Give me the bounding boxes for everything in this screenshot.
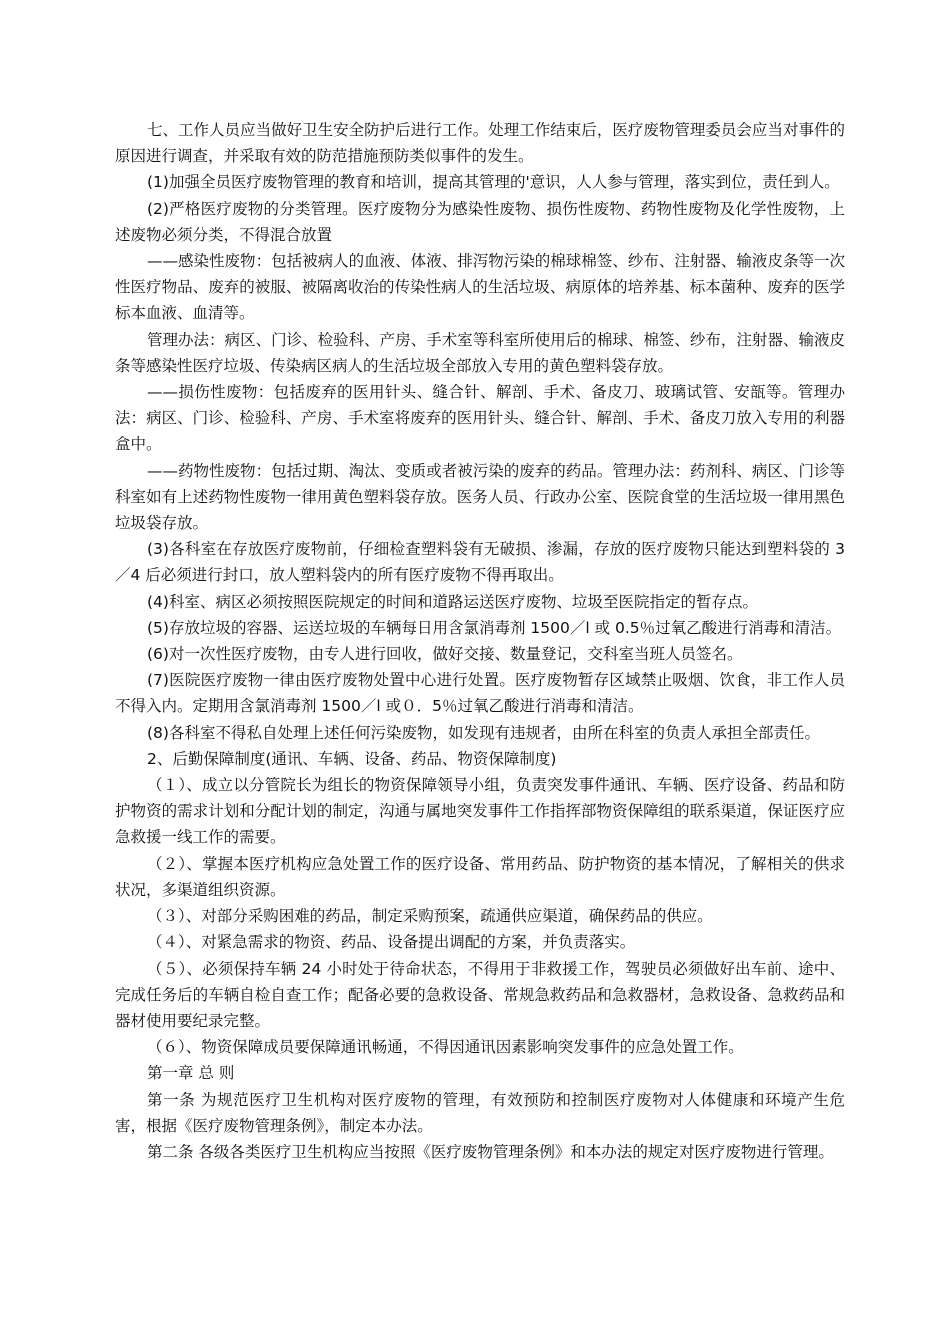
paragraph-logistics-3: （３）、对部分采购困难的药品，制定采购预案，疏通供应渠道，确保药品的供应。 bbox=[147, 907, 713, 926]
paragraph-item-1-training: (1)加强全员医疗废物管理的教育和培训，提高其管理的'意识，人人参与管理，落实到位，责任到人。 bbox=[147, 173, 840, 192]
paragraph-logistics-1: （１）、成立以分管院长为组长的物资保障领导小组，负责突发事件通讯、车辆、医疗设备、药品和防护物资的需求计划和分配计划的制定，沟通与属地突发事件工作指挥部物资保障组的联系渠道，保证医疗应急救援一线工作的需要。 bbox=[115, 776, 845, 847]
paragraph-infectious-waste: ——感染性废物：包括被病人的血液、体液、排泻物污染的棉球棉签、纱布、注射器、输液皮条等一次性医疗物品、废弃的被服、被隔离收治的传染性病人的生活垃圾、病原体的培养基、标本菌种、废弃的医学标本血液、血清等。 bbox=[115, 252, 845, 323]
paragraph-item-7-disposal: (7)医院医疗废物一律由医疗废物处置中心进行处置。医疗废物暂存区域禁止吸烟、饮食，非工作人员不得入内。定期用含氯消毒剂 1500／l 或０．5％过氧乙酸进行消毒和清洁。 bbox=[115, 671, 845, 716]
paragraph-item-8-responsibility: (8)各科室不得私自处理上述任何污染废物，如发现有违规者，由所在科室的负责人承担全部责任。 bbox=[147, 723, 820, 742]
paragraph-item-4-transport: (4)科室、病区必须按照医院规定的时间和道路运送医疗废物、垃圾至医院指定的暂存点。 bbox=[147, 592, 758, 611]
article-2: 第二条 各级各类医疗卫生机构应当按照《医疗废物管理条例》和本办法的规定对医疗废物进行管理。 bbox=[147, 1142, 834, 1161]
paragraph-item-2-classification: (2)严格医疗废物的分类管理。医疗废物分为感染性废物、损伤性废物、药物性废物及化学性废物，上述废物必须分类，不得混合放置 bbox=[115, 199, 845, 244]
paragraph-item-3-storage: (3)各科室在存放医疗废物前，仔细检查塑料袋有无破损、渗漏，存放的医疗废物只能达到塑料袋的 3／4 后必须进行封口，放人塑料袋内的所有医疗废物不得再取出。 bbox=[115, 540, 845, 585]
article-1: 第一条 为规范医疗卫生机构对医疗废物的管理，有效预防和控制医疗废物对人体健康和环境产生危害，根据《医疗废物管理条例》，制定本办法。 bbox=[115, 1090, 845, 1135]
paragraph-pharmaceutical-waste: ——药物性废物：包括过期、淘汰、变质或者被污染的废弃的药品。管理办法：药剂科、病区、门诊等科室如有上述药物性废物一律用黄色塑料袋存放。医务人员、行政办公室、医院食堂的生活垃圾一律用黑色垃圾袋存放。 bbox=[115, 461, 845, 533]
paragraph-logistics-6: （６）、物资保障成员要保障通讯畅通，不得因通讯因素影响突发事件的应急处置工作。 bbox=[147, 1038, 744, 1057]
paragraph-logistics-4: （４）、对紧急需求的物资、药品、设备提出调配的方案，并负责落实。 bbox=[147, 933, 636, 952]
paragraph-logistics-5: （５）、必须保持车辆 24 小时处于待命状态，不得用于非救援工作，驾驶员必须做好出车前、途中、完成任务后的车辆自检自查工作；配备必要的急救设备、常规急救药品和急救器材，急救设备、急救药品和器材使用要纪录完整。 bbox=[115, 959, 845, 1030]
paragraph-7-staff-protection: 七、工作人员应当做好卫生安全防护后进行工作。处理工作结束后，医疗废物管理委员会应当对事件的原因进行调查，并采取有效的防范措施预防类似事件的发生。 bbox=[115, 121, 845, 166]
document-page bbox=[115, 117, 845, 1165]
section-heading-logistics: 2、后勤保障制度(通讯、车辆、设备、药品、物资保障制度) bbox=[147, 749, 557, 768]
paragraph-item-5-disinfection: (5)存放垃圾的容器、运送垃圾的车辆每日用含氯消毒剂 1500／l 或 0.5％过氧乙酸进行消毒和清洁。 bbox=[147, 618, 842, 637]
paragraph-item-6-collection: (6)对一次性医疗废物，由专人进行回收，做好交接、数量登记，交科室当班人员签名。 bbox=[147, 645, 743, 664]
paragraph-infectious-waste-management: 管理办法：病区、门诊、检验科、产房、手术室等科室所使用后的棉球、棉签、纱布，注射器、输液皮条等感染性医疗垃圾、传染病区病人的生活垃圾全部放入专用的黄色塑料袋存放。 bbox=[115, 330, 845, 375]
chapter-heading: 第一章 总 则 bbox=[147, 1064, 235, 1083]
paragraph-logistics-2: （２）、掌握本医疗机构应急处置工作的医疗设备、常用药品、防护物资的基本情况，了解相关的供求状况，多渠道组织资源。 bbox=[115, 854, 845, 899]
paragraph-injurious-waste: ——损伤性废物：包括废弃的医用针头、缝合针、解剖、手术、备皮刀、玻璃试管、安瓿等。管理办法：病区、门诊、检验科、产房、手术室将废弃的医用针头、缝合针、解剖、手术、备皮刀放入专用的利器盒中。 bbox=[115, 383, 845, 454]
